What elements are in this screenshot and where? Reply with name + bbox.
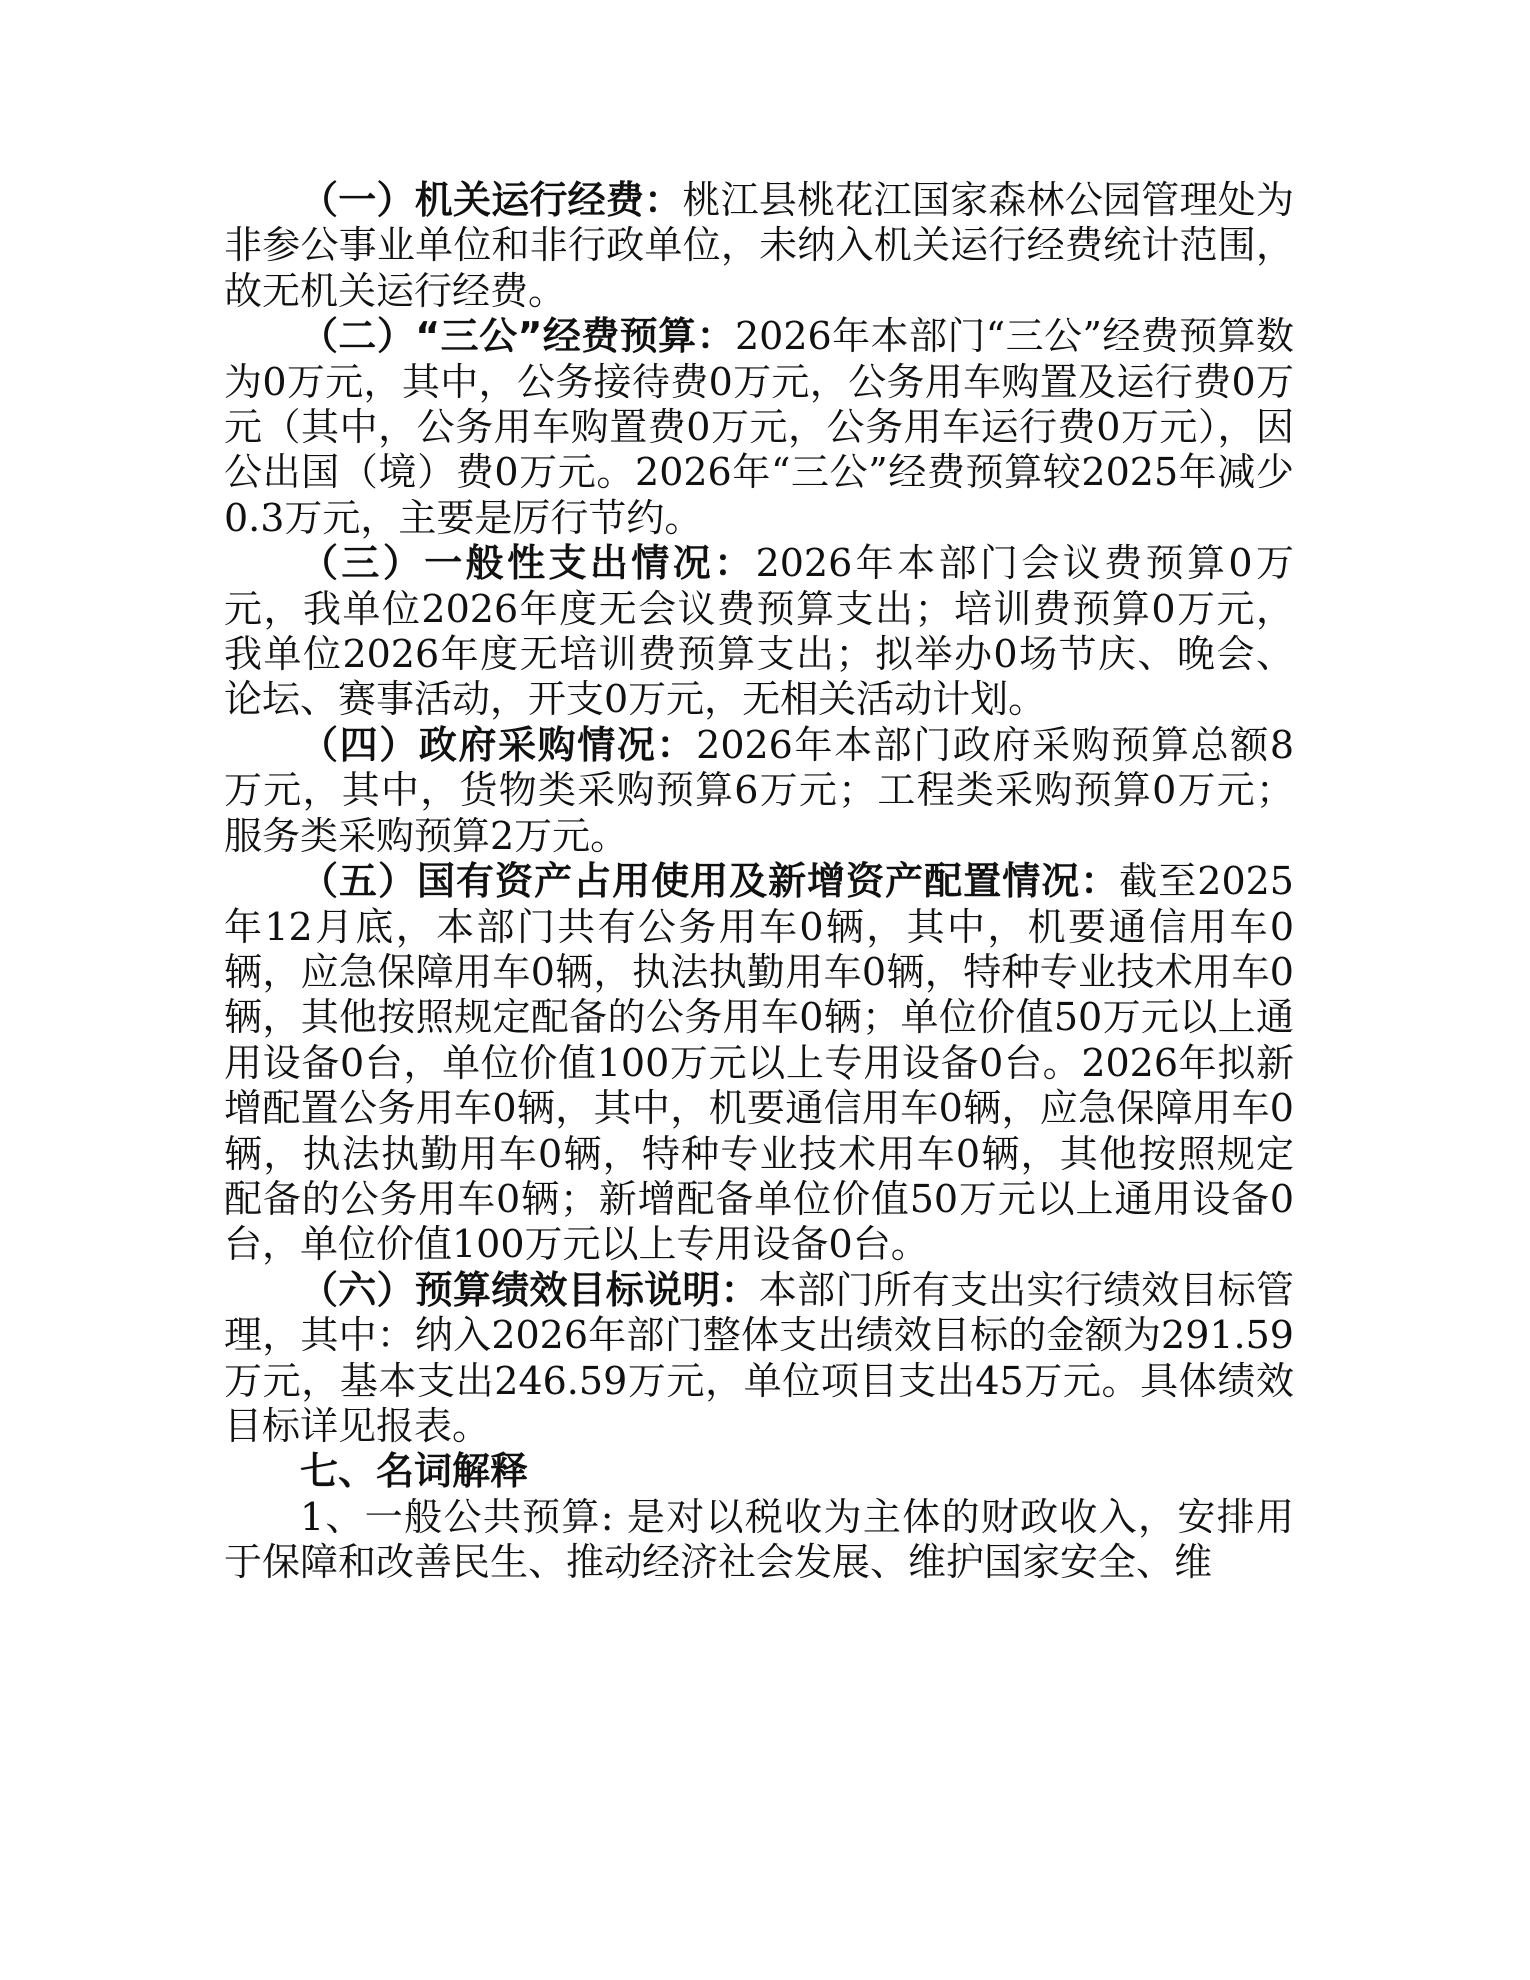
paragraph-heading: （四）政府采购情况：	[300, 722, 697, 767]
paragraph-body: 截至2025年12月底，本部门共有公务用车0辆，其中，机要通信用车0辆，应急保障用车0辆，执法执勤用车0辆，特种专业技术用车0辆，其他按照规定配备的公务用车0辆；单位价值50万元以上通用设备0台，单位价值100万元以上专用设备0台。2026年拟新增配置公务用车0辆，其中，机要通信用车0辆，应急保障用车0辆，执法执勤用车0辆，特种专业技术用车0辆，其他按照规定配备的公务用车0辆；新增配备单位价值50万元以上通用设备0台，单位价值100万元以上专用设备0台。	[224, 859, 1294, 1267]
paragraph-heading: （一）机关运行经费：	[300, 178, 683, 222]
paragraph-heading: （三）一般性支出情况：	[300, 541, 756, 586]
paragraph-general-expenditure	[224, 541, 1294, 723]
definition-general-public-budget: 1、一般公共预算: 是对以税收为主体的财政收入，安排用于保障和改善民生、推动经济社会发展、维护国家安全、维	[224, 1494, 1294, 1585]
section-title-glossary: 七、名词解释	[300, 1449, 529, 1494]
paragraph-body: 2026年本部门政府采购预算总额8万元，其中，货物类采购预算6万元；工程类采购预算0万元；服务类采购预算2万元。	[224, 722, 1294, 858]
paragraph-body: 本部门所有支出实行绩效目标管理，其中：纳入2026年部门整体支出绩效目标的金额为291.59万元，基本支出246.59万元，单位项目支出45万元。具体绩效目标详见报表。	[224, 1267, 1294, 1448]
paragraph-body: 2026年本部门会议费预算0万元，我单位2026年度无会议费预算支出；培训费预算0万元，我单位2026年度无培训费预算支出；拟举办0场节庆、晚会、论坛、赛事活动，开支0万元，无相关活动计划。	[224, 541, 1294, 722]
paragraph-performance-targets	[224, 1268, 1294, 1450]
paragraph-office-operating-costs	[224, 178, 1294, 314]
paragraph-heading: （六）预算绩效目标说明：	[300, 1267, 759, 1312]
paragraph-heading: （五）国有资产占用使用及新增资产配置情况：	[300, 859, 1120, 904]
paragraph-state-assets	[224, 859, 1294, 1268]
document-page	[224, 178, 1294, 1586]
paragraph-three-public-expenses	[224, 314, 1294, 541]
paragraph-body: 2026年本部门“三公”经费预算数为0万元，其中，公务接待费0万元，公务用车购置及运行费0万元（其中，公务用车购置费0万元，公务用车运行费0万元），因公出国（境）费0万元。2026年“三公”经费预算较2025年减少0.3万元，主要是厉行节约。	[224, 314, 1294, 540]
paragraph-government-procurement	[224, 723, 1294, 859]
paragraph-body: 桃江县桃花江国家森林公园管理处为非参公事业单位和非行政单位，未纳入机关运行经费统计范围，故无机关运行经费。	[224, 178, 1294, 313]
paragraph-heading: （二）“三公”经费预算：	[300, 314, 735, 359]
